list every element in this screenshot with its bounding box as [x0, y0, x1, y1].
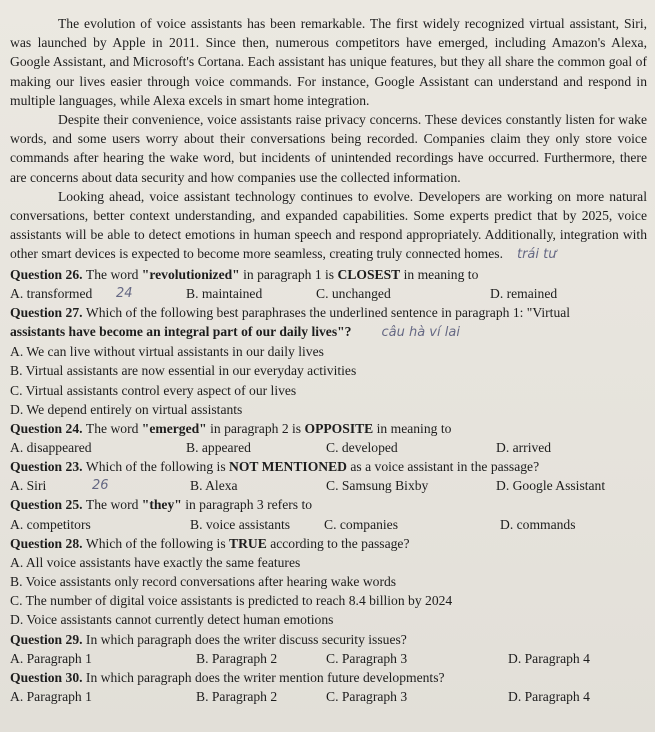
question-29	[10, 630, 647, 649]
question-24-options	[10, 438, 647, 457]
option-a[interactable]: A. We can live without virtual assistants in our daily lives	[10, 344, 324, 360]
option-d[interactable]: D. Voice assistants cannot currently detect human emotions	[10, 612, 334, 628]
question-number: Question 28.	[10, 535, 83, 551]
option-a[interactable]: A. Paragraph 1	[10, 650, 92, 666]
paragraph-3	[10, 187, 647, 265]
option-d[interactable]: D. commands	[500, 516, 576, 532]
paragraph-3-text: Looking ahead, voice assistant technology continues to evolve. Developers are working on more natural conversations, better context understanding, and expanded capabilities. Some experts predict that by 2025, voice assistants will be able to detect emotions in human speech and respond appropriately. Additionally, integration with other smart devices is expected to become more seamless, creating truly connected homes.	[10, 188, 647, 262]
question-stem: Which of the following is TRUE according to the passage?	[85, 535, 410, 551]
option-b[interactable]: B. Voice assistants only record conversations after hearing wake words	[10, 574, 397, 590]
option-d[interactable]: D. Paragraph 4	[508, 650, 590, 666]
question-24	[10, 419, 647, 438]
question-stem: Which of the following best paraphrases the underlined sentence in paragraph 1: "Virtual	[85, 304, 571, 320]
question-23	[10, 457, 647, 476]
question-30-options	[10, 687, 647, 706]
option-c[interactable]: C. companies	[324, 516, 398, 532]
question-number: Question 26.	[10, 266, 83, 282]
question-number: Question 27.	[10, 304, 83, 320]
question-number: Question 23.	[10, 459, 83, 475]
question-26-options	[10, 284, 647, 303]
question-stem: The word "they" in paragraph 3 refers to	[85, 497, 313, 513]
question-stem: The word "revolutionized" in paragraph 1 is CLOSEST in meaning to	[85, 266, 479, 282]
option-c[interactable]: C. developed	[326, 440, 398, 456]
handwritten-note: trái tư	[516, 247, 557, 263]
option-c[interactable]: C. Paragraph 3	[326, 650, 408, 666]
option-b[interactable]: B. Virtual assistants are now essential in our everyday activities	[10, 363, 357, 379]
handwritten-note: câu hà ví lai	[381, 325, 460, 341]
option-d[interactable]: D. arrived	[496, 440, 552, 456]
option-a[interactable]: A. disappeared	[10, 440, 92, 456]
option-d[interactable]: D. Google Assistant	[496, 478, 606, 494]
question-30	[10, 668, 647, 687]
option-b[interactable]: B. Alexa	[190, 478, 238, 494]
option-d[interactable]: D. We depend entirely on virtual assistants	[10, 401, 243, 417]
handwritten-number: 24	[116, 285, 133, 301]
option-b[interactable]: B. maintained	[186, 285, 263, 301]
option-b[interactable]: B. voice assistants	[190, 516, 291, 532]
question-25-options	[10, 515, 647, 534]
question-stem-continued: assistants have become an integral part of our daily lives"?	[10, 324, 352, 340]
option-b[interactable]: B. Paragraph 2	[196, 689, 278, 705]
option-a[interactable]: A. competitors	[10, 516, 91, 532]
option-c[interactable]: C. Virtual assistants control every aspect of our lives	[10, 382, 297, 398]
option-a[interactable]: A. Paragraph 1	[10, 689, 92, 705]
option-d[interactable]: D. remained	[490, 285, 558, 301]
question-27-line2	[10, 322, 647, 342]
question-stem: In which paragraph does the writer mention future developments?	[85, 669, 445, 685]
option-c[interactable]: C. The number of digital voice assistants is predicted to reach 8.4 billion by 2024	[10, 593, 453, 609]
question-27	[10, 303, 647, 322]
paragraph-2-text: Despite their convenience, voice assistants raise privacy concerns. These devices constantly listen for wake words, and some users worry about their conversations being recorded. Companies claim they only store voice commands after hearing the wake word, but incidents of unintended recordings have occurred. Furthermore, there are concerns about data security and how companies use the collected information.	[10, 112, 647, 185]
question-23-options	[10, 476, 647, 495]
handwritten-number: 26	[92, 478, 109, 494]
question-28	[10, 534, 647, 553]
paragraph-2	[10, 110, 647, 187]
paragraph-1	[10, 14, 647, 110]
option-d[interactable]: D. Paragraph 4	[508, 689, 590, 705]
option-a[interactable]: A. Siri	[10, 478, 47, 494]
question-number: Question 30.	[10, 669, 83, 685]
paragraph-1-text: The evolution of voice assistants has been remarkable. The first widely recognized virtual assistant, Siri, was launched by Apple in 2011. Since then, numerous competitors have emerged, including Amazon's Alexa, Google Assistant, and Microsoft's Cortana. Each assistant has unique features, but they all share the common goal of making our lives easier through voice commands. For instance, Google Assistant can understand and respond in multiple languages, while Alexa excels in smart home integration.	[10, 16, 647, 108]
option-a[interactable]: A. transformed	[10, 285, 93, 301]
question-stem: In which paragraph does the writer discuss security issues?	[85, 631, 407, 647]
option-a[interactable]: A. All voice assistants have exactly the same features	[10, 554, 301, 570]
question-number: Question 24.	[10, 421, 83, 437]
question-stem: The word "emerged" in paragraph 2 is OPPOSITE in meaning to	[85, 421, 452, 437]
question-25	[10, 495, 647, 514]
option-b[interactable]: B. Paragraph 2	[196, 650, 278, 666]
option-c[interactable]: C. Samsung Bixby	[326, 478, 429, 494]
option-c[interactable]: C. Paragraph 3	[326, 689, 408, 705]
question-number: Question 25.	[10, 497, 83, 513]
question-number: Question 29.	[10, 631, 83, 647]
question-29-options	[10, 649, 647, 668]
option-b[interactable]: B. appeared	[186, 440, 251, 456]
option-c[interactable]: C. unchanged	[316, 285, 391, 301]
question-stem: Which of the following is NOT MENTIONED as a voice assistant in the passage?	[85, 459, 540, 475]
question-26	[10, 265, 647, 284]
